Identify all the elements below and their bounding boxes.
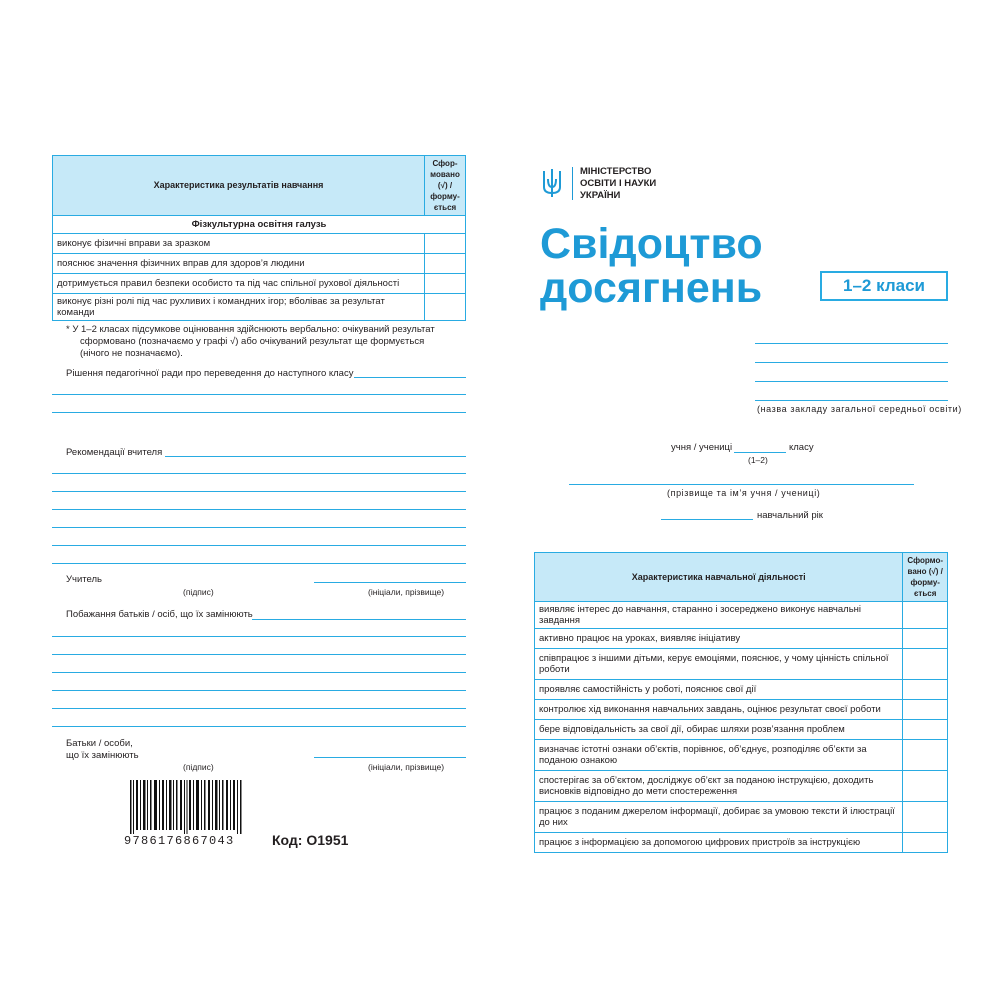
- school-line[interactable]: [755, 343, 948, 344]
- mark-cell[interactable]: [903, 649, 948, 680]
- initials-caption: (ініціали, прізвище): [368, 587, 445, 597]
- wishes-line[interactable]: [52, 654, 466, 655]
- wishes-line[interactable]: [52, 636, 466, 637]
- school-caption: (назва закладу загальної середньої освіти): [757, 404, 962, 414]
- emblem-divider: [572, 167, 573, 200]
- table-row: спостерігає за об’єктом, досліджує об’єкт за поданою інструкцією, доходить висновків відповідно до мети спостереження: [535, 771, 903, 802]
- wishes-line[interactable]: [252, 619, 466, 620]
- school-line[interactable]: [755, 362, 948, 363]
- table-row: працює з інформацією за допомогою цифрових пристроїв за інструкцією: [535, 833, 903, 853]
- left-section-title: Фізкультурна освітня галузь: [53, 216, 466, 234]
- decision-line[interactable]: [52, 394, 466, 395]
- table-row: виконує різні ролі під час рухливих і командних ігор; вболіває за результат команди: [53, 294, 425, 321]
- ministry-line-2: ОСВІТИ І НАУКИ: [580, 178, 657, 189]
- mark-cell[interactable]: [425, 254, 466, 274]
- recommend-line[interactable]: [52, 473, 466, 474]
- school-line[interactable]: [755, 381, 948, 382]
- mark-cell[interactable]: [425, 234, 466, 254]
- table-row: активно працює на уроках, виявляє ініціативу: [535, 629, 903, 649]
- left-results-table: [52, 155, 466, 321]
- school-year-line[interactable]: [661, 519, 753, 520]
- table-row: пояснює значення фізичних вправ для здоров’я людини: [53, 254, 425, 274]
- footnote-line-3: (нічого не позначаємо).: [80, 348, 183, 359]
- student-name-line[interactable]: [569, 484, 914, 485]
- teacher-initials-line[interactable]: [314, 582, 466, 583]
- grade-badge: [820, 271, 948, 301]
- right-mark-head: Сформо-вано (√) / форму-ється: [903, 553, 948, 602]
- right-activity-table: [534, 552, 948, 853]
- year-label: навчальний рік: [757, 510, 823, 521]
- page-title-line-2: досягнень: [540, 264, 763, 312]
- footnote-line-1: * У 1–2 класах підсумкове оцінювання здійснюють вербально: очікуваний результат: [66, 324, 435, 335]
- left-col-head: Характеристика результатів навчання: [53, 156, 425, 216]
- signature-caption: (підпис): [183, 587, 214, 597]
- mark-cell[interactable]: [903, 629, 948, 649]
- grade-badge-label: 1–2 класи: [843, 276, 925, 295]
- name-caption: (прізвище та ім’я учня / учениці): [667, 488, 821, 498]
- wishes-line[interactable]: [52, 690, 466, 691]
- school-line[interactable]: [755, 400, 948, 401]
- table-row: виконує фізичні вправи за зразком: [53, 234, 425, 254]
- class-line[interactable]: [734, 452, 786, 453]
- trident-emblem-icon: [541, 167, 563, 199]
- mark-cell[interactable]: [903, 771, 948, 802]
- mark-cell[interactable]: [903, 802, 948, 833]
- recommend-line[interactable]: [52, 545, 466, 546]
- parents-label-1: Батьки / особи,: [66, 738, 133, 749]
- table-row: дотримується правил безпеки особисто та під час спільної рухової діяльності: [53, 274, 425, 294]
- right-col-head: Характеристика навчальної діяльності: [535, 553, 903, 602]
- signature-caption: (підпис): [183, 762, 214, 772]
- product-code: Код: О1951: [272, 832, 349, 848]
- barcode-icon: [128, 780, 244, 834]
- table-row: визначає істотні ознаки об’єктів, порівнює, об’єднує, розподіляє об’єкти за поданою ознакою: [535, 740, 903, 771]
- table-row: виявляє інтерес до навчання, старанно і зосереджено виконує навчальні завдання: [535, 602, 903, 629]
- recommend-line[interactable]: [52, 563, 466, 564]
- teacher-label: Учитель: [66, 574, 102, 585]
- recommend-line[interactable]: [52, 509, 466, 510]
- wishes-label: Побажання батьків / осіб, що їх замінюють: [66, 609, 253, 620]
- page-title-line-1: Свідоцтво: [540, 220, 763, 268]
- barcode-number: 9786176867043: [124, 834, 235, 848]
- footnote-line-2: сформовано (позначаємо у графі √) або очікуваний результат ще формується: [80, 336, 425, 347]
- table-row: працює з поданим джерелом інформації, добирає за умовою тексти й ілюстрації до них: [535, 802, 903, 833]
- class-range: (1–2): [748, 455, 768, 465]
- mark-cell[interactable]: [903, 833, 948, 853]
- table-row: проявляє самостійність у роботі, пояснює свої дії: [535, 680, 903, 700]
- barcode: [128, 780, 244, 834]
- mark-cell[interactable]: [425, 294, 466, 321]
- table-row: бере відповідальність за свої дії, обирає шляхи розв’язання проблем: [535, 720, 903, 740]
- student-label: учня / учениці: [671, 442, 733, 453]
- ministry-line-3: УКРАЇНИ: [580, 190, 621, 201]
- class-label: класу: [789, 442, 814, 453]
- ministry-line-1: МІНІСТЕРСТВО: [580, 166, 652, 177]
- mark-cell[interactable]: [903, 700, 948, 720]
- mark-cell[interactable]: [903, 720, 948, 740]
- mark-cell[interactable]: [903, 602, 948, 629]
- parents-initials-line[interactable]: [314, 757, 466, 758]
- decision-line[interactable]: [354, 377, 466, 378]
- mark-cell[interactable]: [425, 274, 466, 294]
- recommend-label: Рекомендації вчителя: [66, 447, 163, 458]
- recommend-line[interactable]: [52, 491, 466, 492]
- wishes-line[interactable]: [52, 726, 466, 727]
- wishes-line[interactable]: [52, 708, 466, 709]
- recommend-line[interactable]: [165, 456, 466, 457]
- left-mark-head: Сфор-мовано (√) / форму-ється: [425, 156, 466, 216]
- recommend-line[interactable]: [52, 527, 466, 528]
- initials-caption: (ініціали, прізвище): [368, 762, 445, 772]
- decision-label: Рішення педагогічної ради про переведення до наступного класу: [66, 368, 354, 379]
- parents-label-2: що їх замінюють: [66, 750, 139, 761]
- mark-cell[interactable]: [903, 740, 948, 771]
- table-row: співпрацює з іншими дітьми, керує емоціями, пояснює, у чому цінність спільної роботи: [535, 649, 903, 680]
- decision-line[interactable]: [52, 412, 466, 413]
- mark-cell[interactable]: [903, 680, 948, 700]
- wishes-line[interactable]: [52, 672, 466, 673]
- table-row: контролює хід виконання навчальних завдань, оцінює результат своєї роботи: [535, 700, 903, 720]
